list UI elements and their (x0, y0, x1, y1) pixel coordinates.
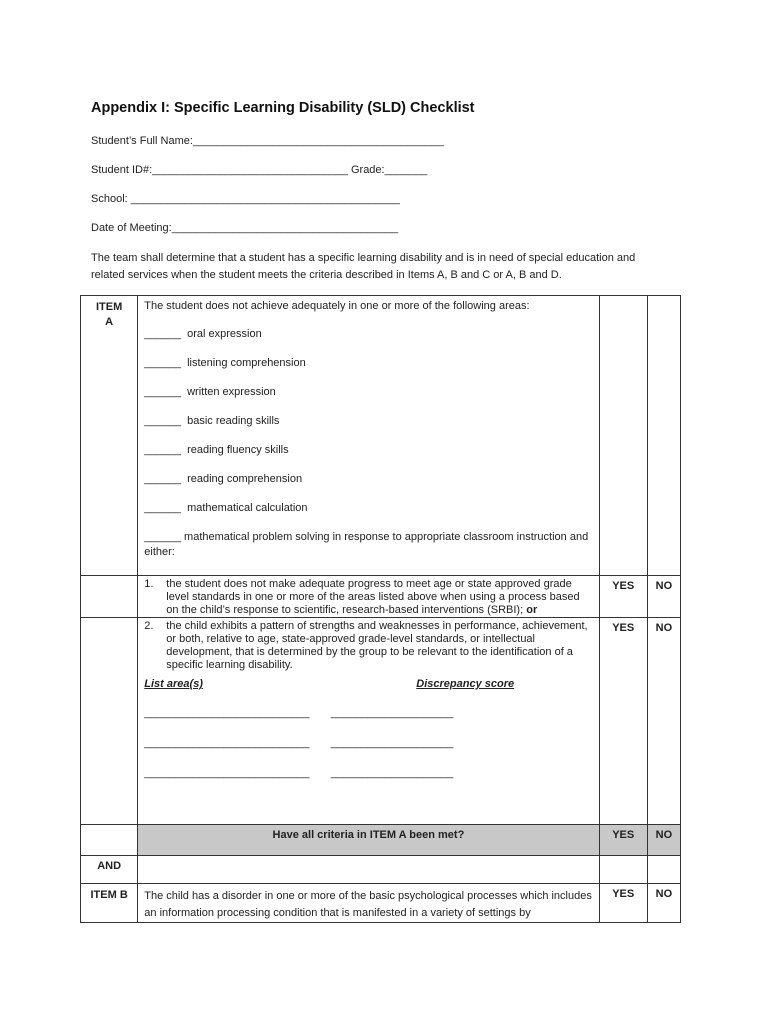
item-a-lead: The student does not achieve adequately in one or more of the following areas: (144, 300, 530, 312)
school-field: School: ____________________________________________ (91, 193, 400, 205)
discrepancy-blank-row: ___________________________ ____________________ (144, 737, 454, 749)
item-a-label-line2: A (105, 316, 114, 328)
document-title: Appendix I: Specific Learning Disability (SLD) Checklist (91, 100, 475, 116)
discrepancy-blank-row: ___________________________ ____________________ (144, 707, 454, 719)
student-id-grade-field: Student ID#:________________________________ Grade:_______ (91, 164, 428, 176)
item-b-no[interactable]: NO (647, 884, 680, 923)
and-row (81, 856, 681, 884)
item-a-yes-empty (599, 296, 647, 576)
discrepancy-blank-row: ___________________________ ____________________ (144, 767, 454, 779)
and-yes-empty (599, 856, 647, 884)
criteria-label-empty (81, 825, 138, 856)
and-label: AND (81, 856, 138, 884)
sld-checklist-table (80, 295, 681, 923)
option-2-row (81, 618, 681, 825)
option-2-yes[interactable]: YES (599, 618, 647, 825)
option-1-label-empty (81, 576, 138, 618)
option-1-text: the student does not make adequate progress to meet age or state approved grade level standards in one or more of the areas listed above when using a process based on the child’s response to scientific, research-based interventions (SRBI); (166, 578, 580, 616)
area-reading-comprehension: ______ reading comprehension (144, 473, 303, 485)
meeting-date-field: Date of Meeting:_____________________________________ (91, 222, 399, 234)
area-written-expression: ______ written expression (144, 386, 276, 398)
criteria-question: Have all criteria in ITEM A been met? (138, 825, 599, 856)
and-no-empty (647, 856, 680, 884)
criteria-no[interactable]: NO (647, 825, 680, 856)
discrepancy-score-heading: Discrepancy score (416, 678, 515, 690)
option-1-cell (138, 576, 599, 618)
option-2-cell (138, 618, 599, 825)
option-1-or: or (526, 604, 538, 616)
area-mathematical-problem-solving: ______ mathematical problem solving in response to appropriate classroom instruction and either: (144, 531, 589, 558)
item-a-label-line1: ITEM (96, 301, 123, 313)
area-basic-reading-skills: ______ basic reading skills (144, 415, 280, 427)
item-b-row (81, 884, 681, 923)
option-1-no[interactable]: NO (647, 576, 680, 618)
and-empty (138, 856, 599, 884)
item-b-yes[interactable]: YES (599, 884, 647, 923)
option-1-row (81, 576, 681, 618)
option-2-label-empty (81, 618, 138, 825)
item-a-areas-cell (138, 296, 599, 576)
area-mathematical-calculation: ______ mathematical calculation (144, 502, 308, 514)
item-b-label: ITEM B (81, 884, 138, 923)
option-1-yes[interactable]: YES (599, 576, 647, 618)
option-2-text: the child exhibits a pattern of strengths and weaknesses in performance, achievement, or both, relative to age, state-approved grade-level standards, or intellectual development, that is determined by the group to be relevant to the identification of a specific learning disability. (166, 620, 588, 671)
area-reading-fluency-skills: ______ reading fluency skills (144, 444, 289, 456)
criteria-yes[interactable]: YES (599, 825, 647, 856)
item-a-label (81, 296, 138, 576)
option-2-no[interactable]: NO (647, 618, 680, 825)
criteria-row (81, 825, 681, 856)
intro-paragraph: The team shall determine that a student has a specific learning disability and is in need of special education and related services when the student meets the criteria described in Items A, B and C or A, B and D. (91, 252, 636, 281)
item-a-areas-row (81, 296, 681, 576)
list-area-heading: List area(s) (144, 678, 203, 690)
area-oral-expression: ______ oral expression (144, 328, 262, 340)
item-a-no-empty (647, 296, 680, 576)
item-b-text: The child has a disorder in one or more of the basic psychological processes which includes an information processing condition that is manifested in a variety of settings by (138, 884, 599, 923)
area-listening-comprehension: ______ listening comprehension (144, 357, 306, 369)
student-name-field: Student’s Full Name:_________________________________________ (91, 135, 444, 147)
option-1-number: 1. (144, 578, 154, 590)
option-2-number: 2. (144, 620, 154, 632)
